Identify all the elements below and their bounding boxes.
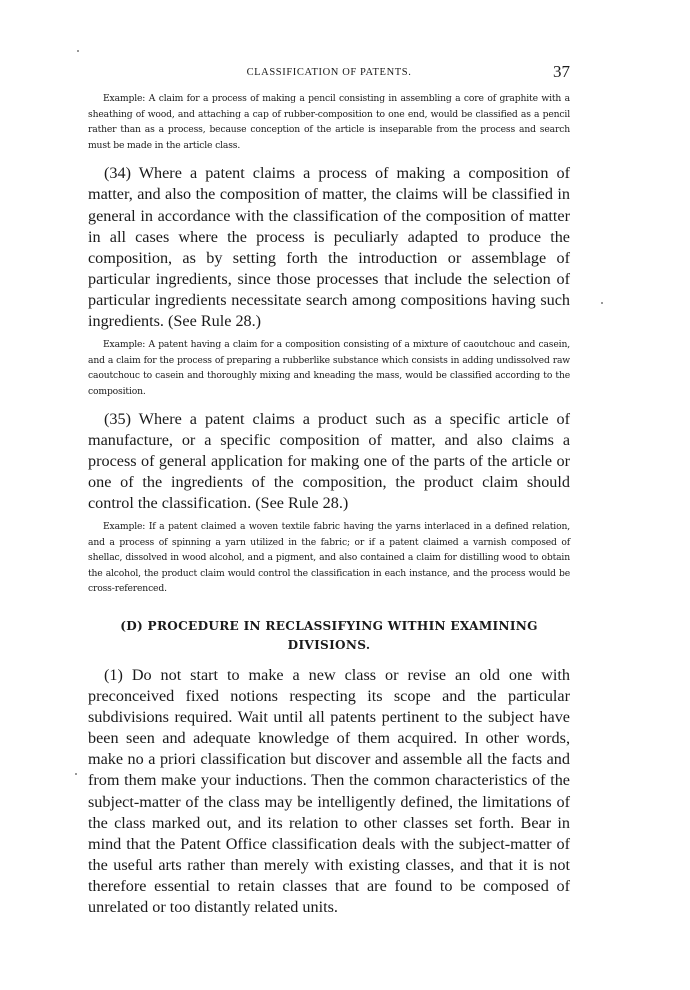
- paragraph-d1: (1) Do not start to make a new class or revise an old one with preconceived fixed notions respecting its scope and the particular subdivisions required. Wait until all patents pertinent to the subject have been seen and adequate knowledge of them acquired. In other words, make no a priori classification but discover and assemble all the facts and from them make your inductions. Then the common characteristics of the subject-matter of the class may be intelligently defined, the limitations of the class marked out, and its relation to other classes set forth. Bear in mind that the Patent Office classification deals with the subject-matter of the useful arts rather than merely with existing classes, and that it is not therefore essential to retain classes that are found to be composed of unrelated or too distantly related units.: [88, 665, 570, 916]
- section-heading-d: [88, 617, 570, 655]
- example-textile-varnish: Example: If a patent claimed a woven textile fabric having the yarns interlaced in a defined relation, and a process of spinning a yarn utilized in the fabric; or if a patent claimed a varnish composed of shellac, dissolved in wood alcohol, and a pigment, and also contained a claim for distilling wood to obtain the alcohol, the product claim would control the classification in each instance, and the process would be cross-referenced.: [88, 520, 570, 595]
- section-heading-line-1: (D) PROCEDURE IN RECLASSIFYING WITHIN EXAMINING: [120, 618, 538, 633]
- running-title: CLASSIFICATION OF PATENTS.: [246, 67, 412, 78]
- example-pencil: Example: A claim for a process of making a pencil consisting in assembling a core of graphite with a sheathing of wood, and attaching a cap of rubber-composition to one end, would be classified as a pencil rather than as a process, because conception of the article is inseparable from the process and search must be made in the article class.: [88, 93, 570, 151]
- paragraph-34: (34) Where a patent claims a process of making a composition of matter, and also the composition of matter, the claims will be classified in general in accordance with the classification of the composition of matter in all cases where the process is peculiarly adapted to produce the composition, as by setting forth the introduction or assemblage of particular ingredients, since those processes that include the selection of particular ingredients necessitate search among compositions having such ingredients. (See Rule 28.): [88, 164, 570, 331]
- example-caoutchouc: Example: A patent having a claim for a composition consisting of a mixture of caoutchouc and casein, and a claim for the process of preparing a rubberlike substance which consists in adding undissolved raw caoutchouc to casein and thoroughly mixing and kneading the mass, would be classified according to the composition.: [88, 339, 570, 397]
- scan-speck: [77, 50, 79, 52]
- book-page: [88, 58, 570, 918]
- running-header: [88, 58, 570, 84]
- page-number: 37: [553, 62, 570, 81]
- scan-speck: [601, 302, 603, 304]
- paragraph-35: (35) Where a patent claims a product such as a specific article of manufacture, or a specific composition of matter, and also claims a process of general application for making one of the parts of the article or one of the ingredients of the composition, the product claim should control the classification. (See Rule 28.): [88, 409, 570, 512]
- scan-speck: [75, 773, 77, 775]
- section-heading-line-2: DIVISIONS.: [287, 637, 371, 652]
